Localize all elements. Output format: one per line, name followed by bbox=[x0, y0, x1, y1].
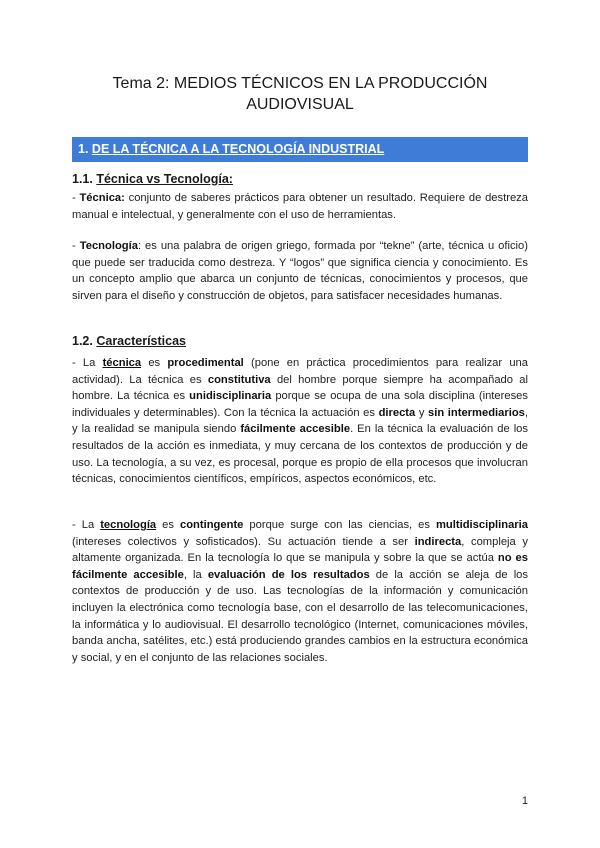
bold-term: sin intermediarios bbox=[428, 406, 525, 419]
paragraph-tecnologia: - Tecnología: es una palabra de origen griego, formada por “tekne” (arte, técnica u oficio) que puede ser traducida como destreza. Y “logos” que significa ciencia y conocimiento. Es un concepto amplio que abarca un conjunto de técnicas, conocimientos y procesos, que sirven para el diseño y construcción de objetos, para satisfacer necesidades humanas. bbox=[72, 240, 528, 302]
bold-term: directa bbox=[378, 406, 416, 419]
bold-term: no es fácilmente accesible bbox=[72, 552, 528, 581]
subsection-1-1-number: 1.1. bbox=[72, 172, 93, 186]
section-1-number: 1. bbox=[78, 142, 89, 156]
bold-term: indirecta bbox=[414, 535, 462, 548]
section-1-heading bbox=[72, 137, 528, 162]
document-title: Tema 2: MEDIOS TÉCNICOS EN LA PRODUCCIÓN AUDIOVISUAL bbox=[112, 75, 488, 113]
subsection-1-2-number: 1.2. bbox=[72, 334, 93, 348]
bold-term: Tecnología bbox=[79, 240, 138, 252]
paragraph-tecnica: - Técnica: conjunto de saberes prácticos para obtener un resultado. Requiere de destreza manual e intelectual, y generalmente con el uso de herramientas. bbox=[72, 192, 528, 221]
paragraph-caracteristicas-tecnologia: - La tecnología es contingente porque surge con las ciencias, es multidisciplinaria (intereses colectivos y sofisticados). Su actuación tiende a ser indirecta, compleja y altamente organizada. En la tecnología lo que se manipula y sobre la que se actúa no es fácilmente accesible, la evaluación de los resultados de la acción se aleja de los contextos de producción y de uso. Las tecnologías de la información y comunicación incluyen la electrónica como tecnología base, con el desarrollo de las telecomunicaciones, la informática y lo audiovisual. El desarrollo tecnológico (Internet, comunicaciones móviles, banda ancha, satélites, etc.) está produciendo grandes cambios en la estructura económica y social, y en el conjunto de las relaciones sociales. bbox=[72, 519, 528, 664]
bold-term: multidisciplinaria bbox=[435, 519, 528, 531]
subsection-1-1-heading bbox=[72, 172, 233, 186]
bold-term: unidisciplinaria bbox=[189, 390, 272, 403]
subsection-1-2-title: Características bbox=[96, 334, 186, 348]
bold-term: tecnología bbox=[100, 519, 157, 531]
bold-term: constitutiva bbox=[207, 373, 271, 386]
bold-term: fácilmente accesible bbox=[240, 423, 351, 436]
subsection-1-2-heading bbox=[72, 334, 186, 348]
bold-term: procedimental bbox=[167, 357, 244, 369]
section-1-title: DE LA TÉCNICA A LA TECNOLOGÍA INDUSTRIAL bbox=[91, 142, 385, 156]
bold-term: evaluación de los resultados bbox=[207, 568, 370, 581]
subsection-1-1-title: Técnica vs Tecnología: bbox=[96, 172, 233, 186]
bold-term: técnica bbox=[102, 357, 142, 369]
paragraph-caracteristicas-tecnica: - La técnica es procedimental (pone en práctica procedimientos para realizar una actividad). La técnica es constitutiva del hombre porque siempre ha acompañado al hombre. La técnica es unidisciplinaria porque se ocupa de una sola disciplina (intereses individuales y determinables). Con la técnica la actuación es directa y sin intermediarios, y la realidad se manipula siendo fácilmente accesible. En la técnica la evaluación de los resultados de la acción es inmediata, y muy cercana de los contextos de producción y de uso. La tecnología, a su vez, es procesal, porque es propio de ella procesos que involucran técnicas, conocimientos científicos, empíricos, aspectos económicos, etc. bbox=[72, 357, 528, 486]
bold-term: contingente bbox=[180, 519, 244, 531]
page-number: 1 bbox=[521, 795, 528, 807]
bold-term: Técnica: bbox=[79, 192, 125, 204]
